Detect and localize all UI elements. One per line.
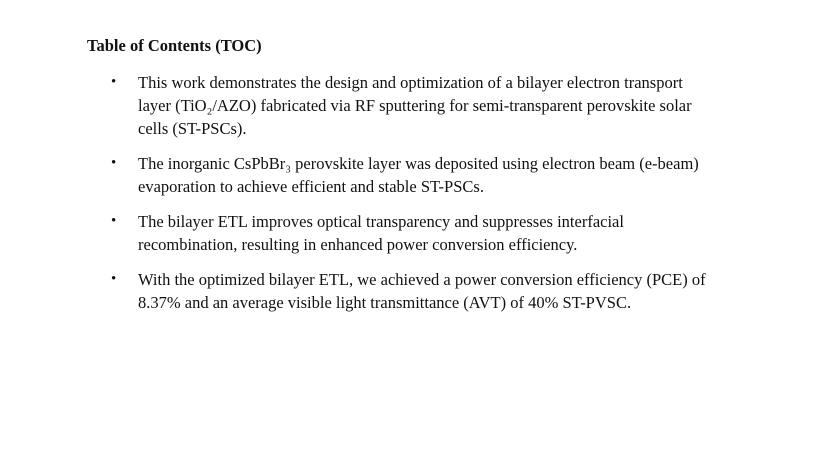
bullet-line: The inorganic CsPbBr₃ perovskite layer was deposited using electron beam (e-beam): [138, 154, 699, 173]
bullet-icon: •: [111, 74, 117, 90]
bullet-line: With the optimized bilayer ETL, we achieved a power conversion efficiency (PCE) of: [138, 270, 706, 289]
bullet-line: evaporation to achieve efficient and stable ST-PSCs.: [138, 177, 484, 196]
bullet-icon: •: [111, 213, 117, 229]
bullet-list: [111, 71, 751, 326]
bullet-item-1: [111, 71, 751, 140]
bullet-line: cells (ST-PSCs).: [138, 119, 247, 138]
bullet-icon: •: [111, 155, 117, 171]
bullet-line: The bilayer ETL improves optical transparency and suppresses interfacial: [138, 212, 624, 231]
bullet-item-2: [111, 152, 751, 198]
bullet-line: layer (TiO₂/AZO) fabricated via RF sputtering for semi-transparent perovskite solar: [138, 96, 692, 115]
bullet-line: 8.37% and an average visible light transmittance (AVT) of 40% ST-PVSC.: [138, 293, 632, 312]
toc-heading: Table of Contents (TOC): [87, 36, 262, 55]
bullet-line: This work demonstrates the design and optimization of a bilayer electron transport: [138, 73, 683, 92]
bullet-item-3: [111, 210, 751, 256]
bullet-icon: •: [111, 271, 117, 287]
bullet-line: recombination, resulting in enhanced power conversion efficiency.: [138, 235, 578, 254]
bullet-item-4: [111, 268, 751, 314]
